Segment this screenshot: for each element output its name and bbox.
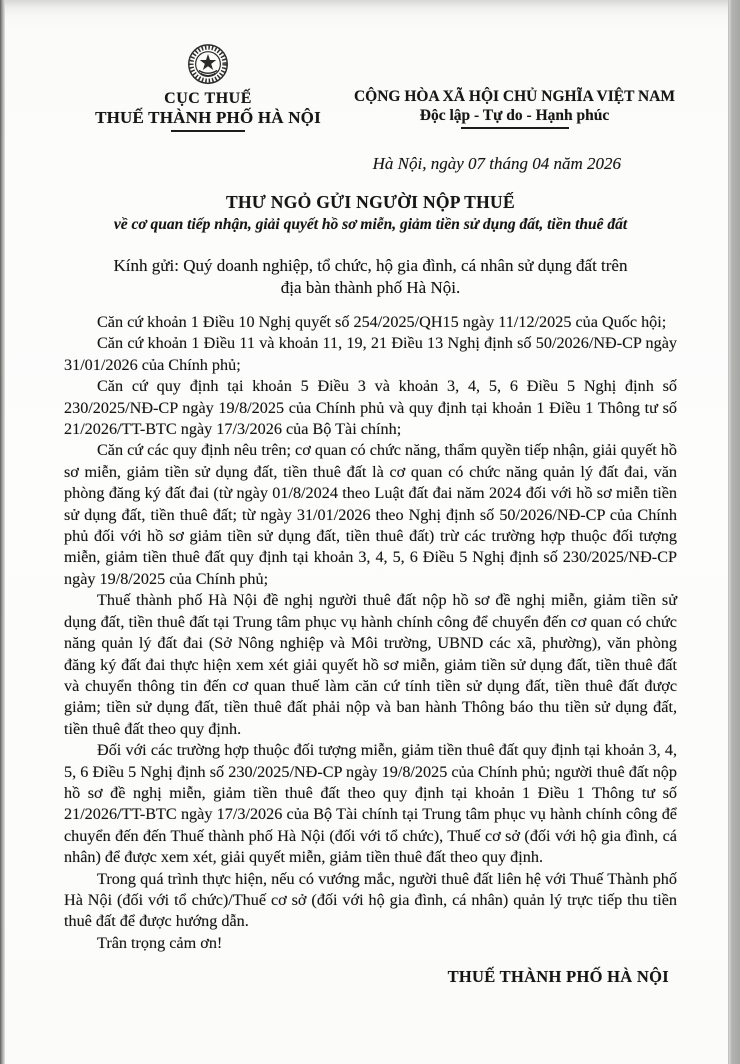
dateline: Hà Nội, ngày 07 tháng 04 năm 2026 — [372, 154, 621, 173]
motto-underline — [461, 127, 569, 129]
national-header-block — [352, 43, 677, 129]
letter-header — [64, 43, 677, 132]
salutation-block — [64, 255, 677, 298]
paragraph-agency-authority: Căn cứ các quy định nêu trên; cơ quan có chức năng, thẩm quyền tiếp nhận, giải quyết hồ sơ miễn, giảm tiền sử dụng đất, tiền thuê đất là cơ quan có chức năng quản lý đất đai, văn phòng đăng ký đất đai (từ ngày 01/8/2024 theo Luật đất đai năm 2024 đối với hồ sơ miễn tiền sử dụng đất, tiền thuê đất; từ ngày 31/01/2026 theo Nghị định số 50/2026/NĐ-CP của Chính phủ đối với hồ sơ giảm tiền sử dụng đất, tiền thuê đất) trừ các trường hợp thuộc đối tượng miễn, giảm tiền thuê đất quy định tại khoản 3, 4, 5, 6 Điều 5 Nghị định số 230/2025/NĐ-CP ngày 19/8/2025 của Chính phủ; — [64, 441, 677, 588]
paragraph-legal-basis-3: Căn cứ quy định tại khoản 5 Điều 3 và khoản 3, 4, 5, 6 Điều 5 Nghị định số 230/2025/NĐ-CP ngày 19/8/2025 của Chính phủ và quy định tại khoản 1 Điều 1 Thông tư số 21/2026/TT-BTC ngày 17/3/2026 của Bộ Tài chính; — [64, 377, 677, 439]
agency-underline — [171, 130, 245, 132]
national-motto: Độc lập - Tự do - Hạnh phúc — [419, 107, 610, 124]
letter-body — [64, 312, 677, 954]
salutation-line-2: địa bàn thành phố Hà Nội. — [280, 277, 461, 297]
agency-name: THUẾ THÀNH PHỐ HÀ NỘI — [95, 108, 321, 127]
closing-line: Trân trọng cảm ơn! — [97, 933, 223, 952]
issuing-agency-block — [64, 43, 352, 132]
paragraph-exemption-cases: Đối với các trường hợp thuộc đối tượng miễn, giảm tiền thuê đất quy định tại khoản 3, 4, 5, 6 Điều 5 Nghị định số 230/2025/NĐ-CP ngày 19/8/2025 của Chính phủ; người thuê đất nộp hồ sơ đề nghị miễn, giảm tiền thuê đất theo quy định tại khoản 1 Điều 1 Thông tư số 21/2026/TT-BTC ngày 17/3/2026 của Bộ Tài chính tại Trung tâm phục vụ hành chính công để chuyển đến đến Thuế thành phố Hà Nội (đối với tổ chức), Thuế cơ sở (đối với hộ gia đình, cá nhân) để được xem xét, giải quyết miễn, giảm tiền thuê đất theo quy định. — [64, 741, 677, 867]
paragraph-legal-basis-2: Căn cứ khoản 1 Điều 11 và khoản 11, 19, 21 Điều 13 Nghị định số 50/2026/NĐ-CP ngày 31/01/2026 của Chính phủ; — [64, 334, 677, 374]
signature-block: THUẾ THÀNH PHỐ HÀ NỘI — [447, 967, 669, 987]
tax-department-seal-icon — [186, 43, 230, 87]
document-subtitle: về cơ quan tiếp nhận, giải quyết hồ sơ miễn, giảm tiền sử dụng đất, tiền thuê đất — [113, 216, 628, 233]
paragraph-contact-guidance: Trong quá trình thực hiện, nếu có vướng mắc, người thuê đất liên hệ với Thuế Thành phố Hà Nội (đối với tổ chức)/Thuế cơ sở (đối với hộ gia đình, cá nhân) quản lý trực tiếp thu tiền thuê đất để được hướng dẫn. — [64, 869, 677, 931]
paragraph-legal-basis-1: Căn cứ khoản 1 Điều 10 Nghị quyết số 254/2025/QH15 ngày 11/12/2025 của Quốc hội; — [97, 313, 667, 331]
paragraph-filing-instructions: Thuế thành phố Hà Nội đề nghị người thuê đất nộp hồ sơ đề nghị miễn, giảm tiền sử dụng đất, tiền thuê đất tại Trung tâm phục vụ hành chính công để chuyển đến cơ quan có chức năng quản lý đất đai (Sở Nông nghiệp và Môi trường, UBND các xã, phường), văn phòng đăng ký đất đai thực hiện xem xét giải quyết hồ sơ miễn, giảm tiền sử dụng đất, tiền thuê đất và chuyển thông tin đến cơ quan thuế làm căn cứ tính tiền sử dụng đất, tiền thuê đất được giảm; tiền sử dụng đất, tiền thuê đất phải nộp và ban hành Thông báo thu tiền sử dụng đất, tiền thuê đất theo quy định. — [64, 591, 677, 738]
document-title: THƯ NGỎ GỬI NGƯỜI NỘP THUẾ — [226, 192, 515, 212]
salutation-line-1: Kính gửi: Quý doanh nghiệp, tổ chức, hộ gia đình, cá nhân sử dụng đất trên — [113, 256, 628, 275]
national-title: CỘNG HÒA XÃ HỘI CHỦ NGHĨA VIỆT NAM — [353, 88, 676, 105]
parent-agency-name: CỤC THUẾ — [164, 90, 252, 107]
